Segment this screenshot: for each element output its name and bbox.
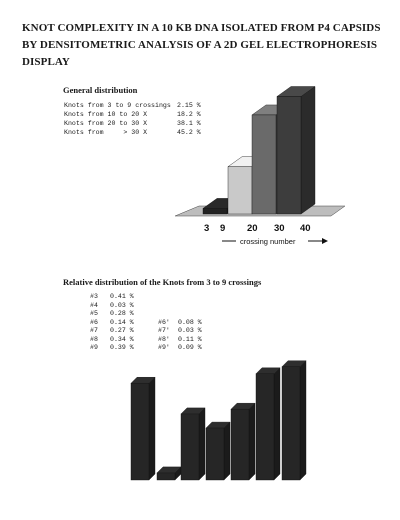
relative-row-label: #6 (90, 318, 98, 326)
general-distribution-heading: General distribution (63, 85, 138, 95)
chart2-bar (256, 374, 274, 480)
relative-row-value: 0.41 % (110, 293, 134, 300)
general-row-value: 2.15 % (177, 102, 201, 109)
relative-row-value: 0.39 % (110, 344, 134, 351)
relative-row-value: 0.34 % (110, 335, 134, 343)
chart1-tick-label: 9 (220, 223, 226, 234)
chart2-bar-side (149, 377, 155, 480)
chart2-bar (206, 428, 224, 480)
general-row-label: Knots from > 30 X (64, 129, 148, 136)
general-row-label: Knots from 20 to 30 X (64, 120, 148, 127)
relative-row-label: #9 (90, 344, 98, 351)
relative-row-label-prime: #7' (158, 327, 170, 334)
chart2-bar (131, 383, 149, 480)
chart2-bar-side (249, 403, 255, 480)
relative-distribution-heading: Relative distribution of the Knots from 3 to 9 crossings (63, 277, 262, 287)
relative-row-label: #3 (90, 293, 98, 300)
general-row-label: Knots from 3 to 9 crossings (64, 102, 171, 109)
relative-row-label-prime: #9' (158, 344, 170, 351)
relative-row-value: 0.03 % (110, 301, 134, 309)
chart2-bar (282, 367, 300, 480)
relative-row-value-prime: 0.11 % (178, 335, 202, 343)
relative-row-label: #5 (90, 310, 98, 317)
relative-row-value: 0.28 % (110, 310, 134, 317)
chart2-bar-side (300, 361, 306, 480)
general-row-value: 18.2 % (177, 111, 201, 118)
chart2-bar (157, 473, 175, 480)
chart2-bar (231, 409, 249, 480)
chart1-xlabel: crossing number (240, 237, 296, 246)
chart1-tick-label: 40 (300, 223, 311, 234)
relative-row-label-prime: #8' (158, 335, 170, 343)
relative-row-value-prime: 0.03 % (178, 327, 202, 334)
chart1-tick-label: 20 (247, 223, 258, 234)
title-line-2: BY DENSITOMETRIC ANALYSIS OF A 2D GEL ELECTROPHORESIS DISPLAY (22, 39, 378, 68)
relative-row-label: #8 (90, 335, 98, 343)
title-line-1: KNOT COMPLEXITY IN A 10 KB DNA ISOLATED FROM P4 CAPSIDS (22, 22, 381, 34)
general-row-label: Knots from 10 to 20 X (64, 111, 148, 118)
relative-row-label: #4 (90, 301, 98, 309)
general-row-value: 38.1 % (177, 120, 201, 127)
relative-row-value: 0.27 % (110, 327, 134, 334)
chart1-tick-label: 3 (204, 223, 210, 234)
relative-row-label-prime: #6' (158, 318, 170, 326)
chart1-tick-label: 30 (274, 223, 285, 234)
chart2-bar-side (274, 368, 280, 480)
chart2-bar-side (224, 422, 230, 480)
general-row-value: 45.2 % (177, 129, 201, 136)
relative-row-value-prime: 0.09 % (178, 344, 202, 351)
relative-row-value-prime: 0.08 % (178, 318, 202, 326)
relative-row-value: 0.14 % (110, 318, 134, 326)
chart2-bar (181, 414, 199, 480)
relative-row-label: #7 (90, 327, 98, 334)
chart2-bar-side (199, 408, 205, 480)
